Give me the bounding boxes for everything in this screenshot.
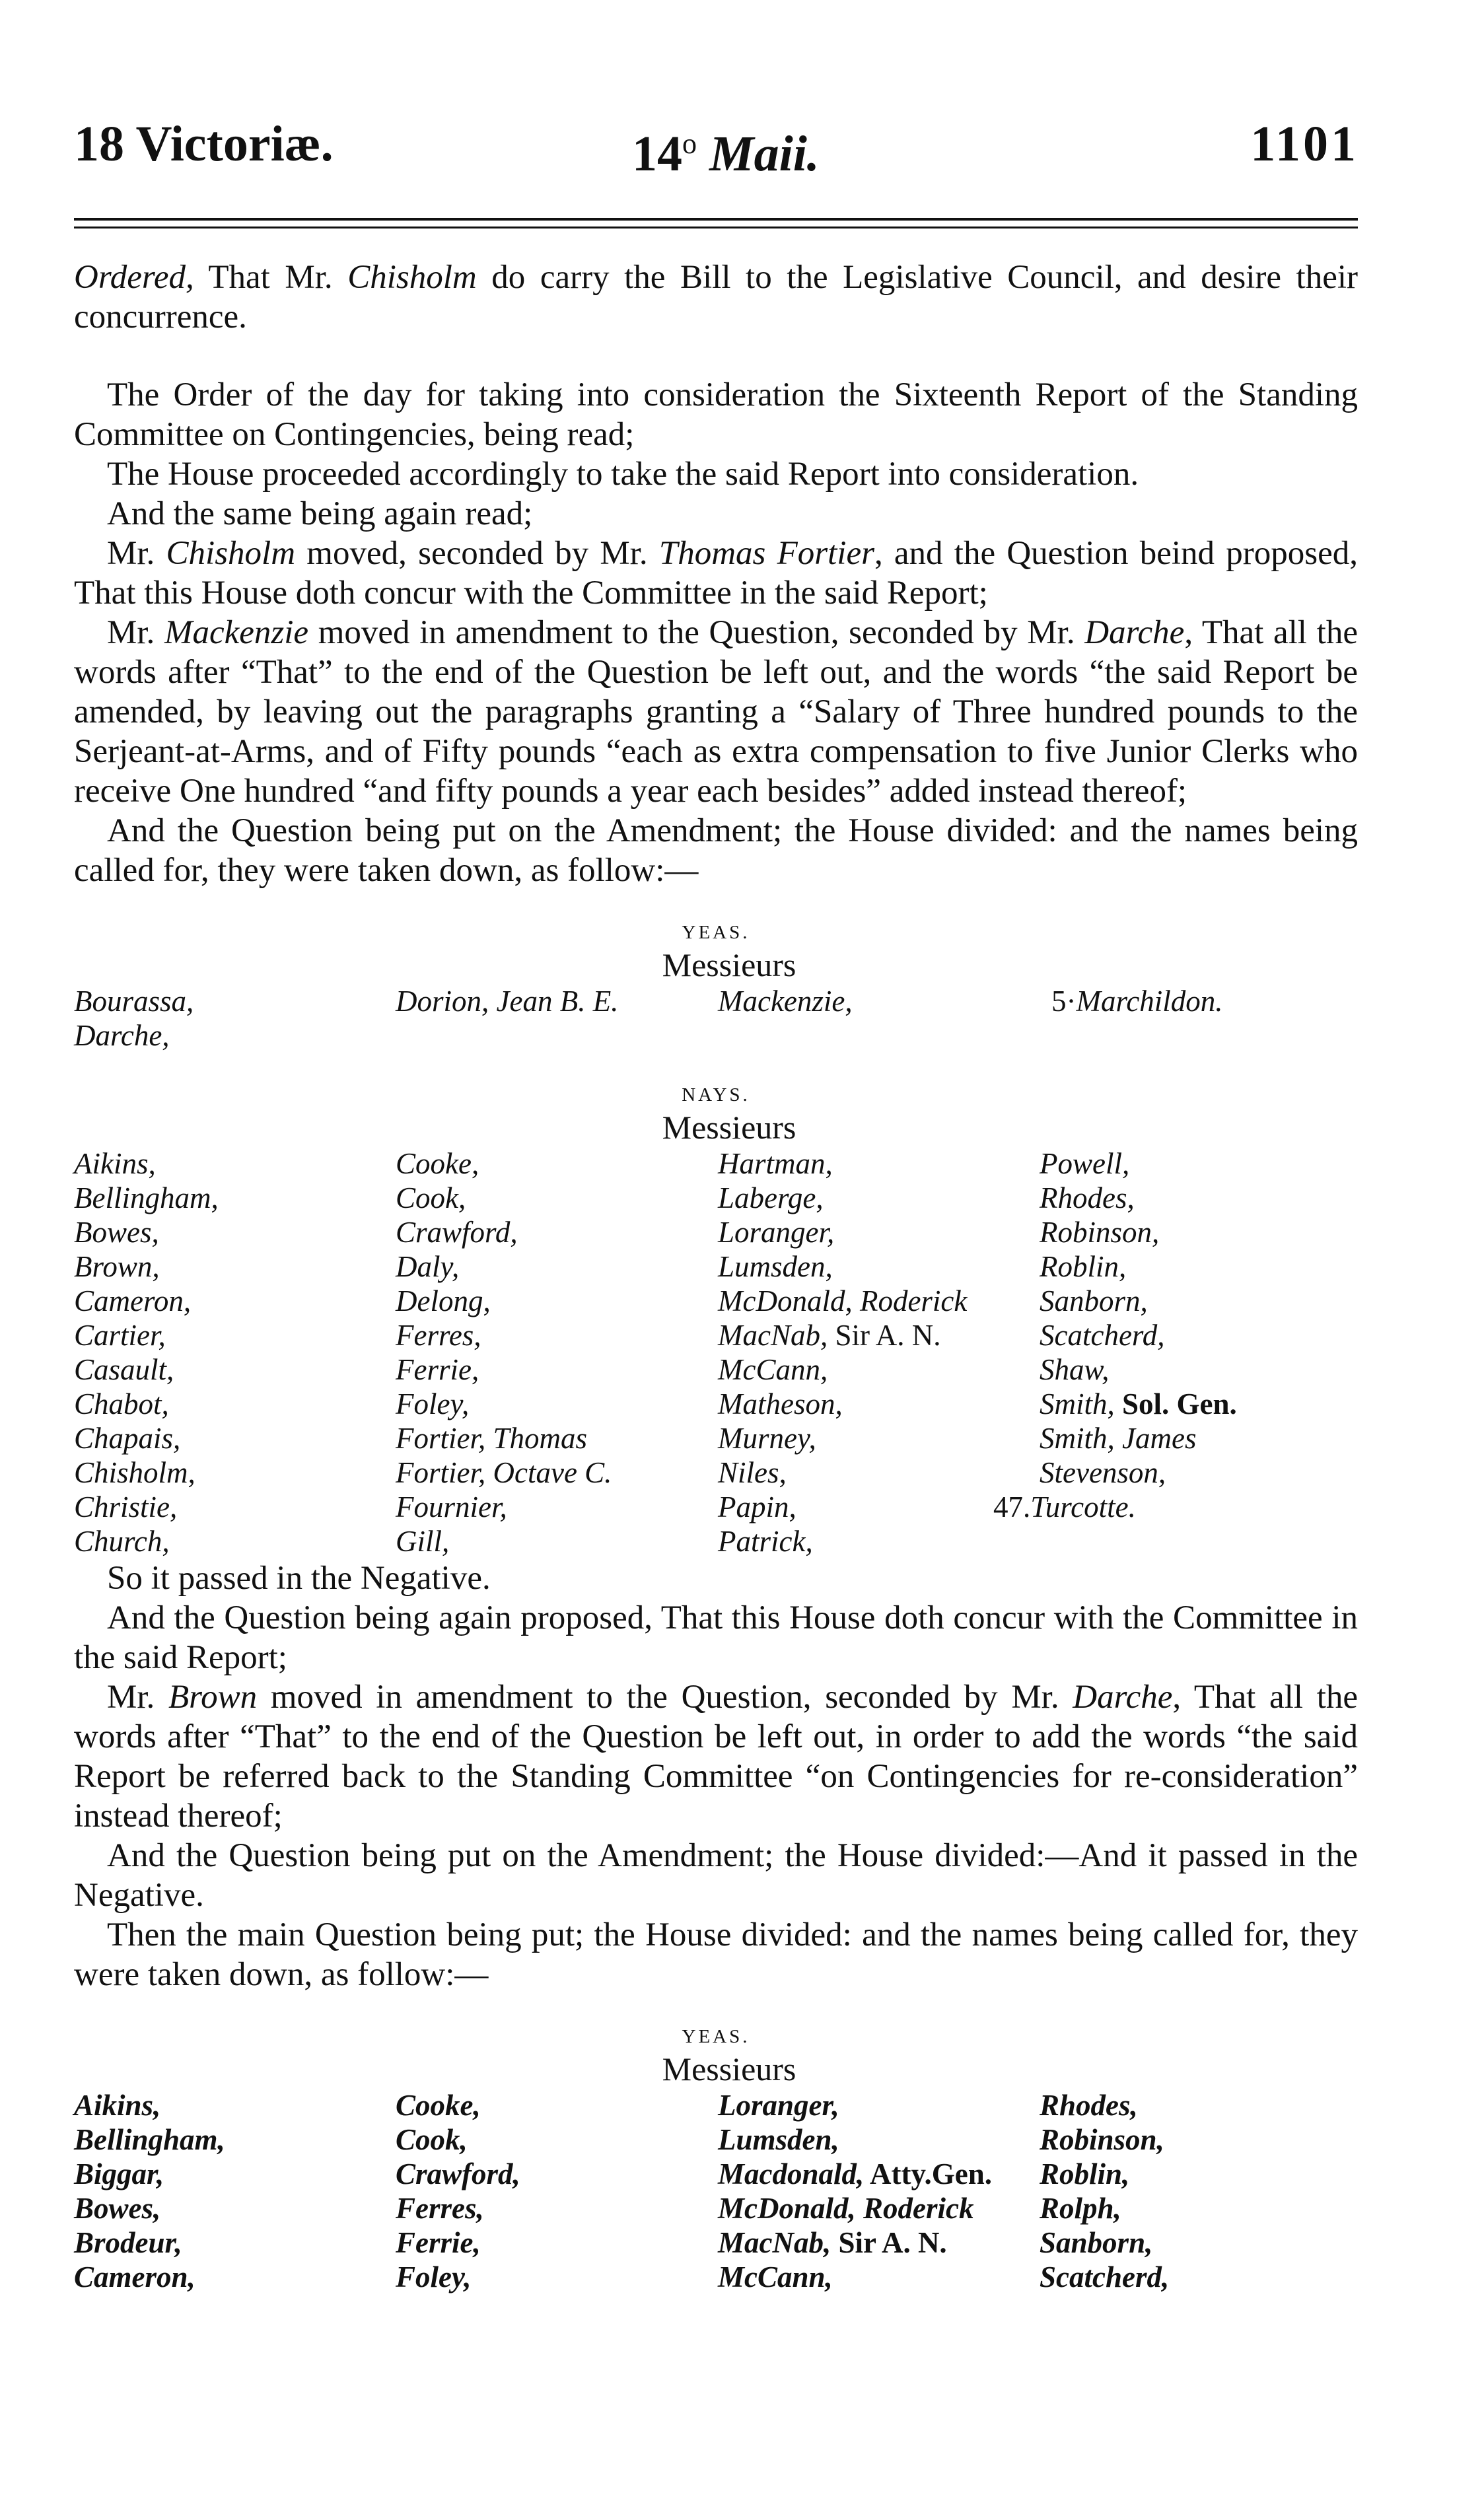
member-name: Gill, [396, 1525, 450, 1558]
paragraph-again-proposed: And the Question being again proposed, That this House doth concur with the Committee in the said Report; [74, 1599, 1358, 1676]
member-name: Darche [1073, 1679, 1173, 1716]
vote-count: 5· [1051, 985, 1077, 1018]
text-run: , and the Question beind proposed, That this House doth concur with the Committee in the said Report; [74, 535, 1358, 612]
member-name: Cartier, [74, 1319, 166, 1352]
member-name: Cameron, [74, 2260, 195, 2293]
member-name: Bowes, [74, 1216, 159, 1249]
member-name: Fournier, [396, 1490, 507, 1523]
text-run: do carry the Bill to the Legislative Council, and desire their concurrence. [74, 259, 1358, 335]
member-name: Ferres, [396, 2192, 484, 2225]
paragraph-ordered [74, 258, 1358, 337]
member-name [718, 1318, 967, 1352]
text-run: moved, seconded by Mr. [295, 535, 659, 572]
names-column-2 [396, 2088, 520, 2294]
member-title: Atty.Gen. [864, 2157, 993, 2190]
member-name: Bellingham, [74, 2123, 225, 2156]
vote-count: 47. [993, 1490, 1031, 1523]
member-name: Mackenzie, [718, 985, 853, 1018]
paragraph-motion [74, 534, 1358, 613]
header-day: 14 [632, 126, 682, 182]
header-rule-bottom [74, 227, 1358, 228]
text-run: Mr. [107, 1679, 168, 1716]
member-name: Laberge, [718, 1181, 824, 1214]
member-name: Rhodes, [1040, 1181, 1135, 1214]
member-name: Aikins, [74, 1147, 156, 1180]
member-name: Patrick, [718, 1525, 813, 1558]
names-column-3 [718, 984, 853, 1018]
member-name: Roblin, [1040, 2157, 1130, 2190]
member-name: Ferres, [396, 1319, 481, 1352]
member-name [718, 2225, 992, 2260]
member-name: Cook, [396, 1181, 466, 1214]
member-name-text: Turcotte. [1030, 1490, 1136, 1523]
member-name: Darche, [74, 1019, 170, 1052]
member-name-text: MacNab, [718, 2226, 831, 2259]
names-column-2 [396, 1146, 612, 1558]
messieurs-label: Messieurs [662, 946, 796, 983]
member-name: Brown, [74, 1250, 160, 1283]
text-run: That Mr. [194, 259, 348, 296]
member-name: Papin, [718, 1490, 796, 1523]
text-run: moved in amendment to the Question, seconded by Mr. [308, 614, 1085, 651]
member-title: Sir A. N. [831, 2226, 947, 2259]
member-name [718, 2157, 992, 2191]
text-run: , That all the words after “That” to the end of the Question be left out, and the words “the said Report be amended, by leaving out the paragraphs granting a “Salary of Three hundred pounds to the Serjeant-at-Arms, and of Fifty pounds “each as extra compensation to five Junior Clerks who receive One hundred “and fifty pounds a year each besides” added instead thereof; [74, 614, 1358, 810]
member-name: Chisholm, [74, 1456, 195, 1489]
text-run: , That all the words after “That” to the end of the Question be left out, in order to add the words “the said Report be referred back to the Standing Committee “on Contingencies for re-consideration” instead thereof; [74, 1679, 1358, 1835]
member-name: Smith, James [1040, 1422, 1197, 1455]
paragraph-division-2: And the Question being put on the Amendment; the House divided:—And it passed in the Negative. [74, 1837, 1358, 1914]
member-name: McCann, [718, 1353, 828, 1386]
member-name: Rolph, [1040, 2192, 1121, 2225]
member-name: Niles, [718, 1456, 787, 1489]
header-regnal-year: 18 Victoriæ. [74, 116, 334, 172]
messieurs-label: Messieurs [662, 2050, 796, 2087]
member-name: Roblin, [1040, 1250, 1127, 1283]
member-name: McDonald, Roderick [718, 2192, 974, 2225]
names-column-4 [1040, 2088, 1169, 2294]
member-name: Scatcherd, [1040, 2260, 1170, 2293]
names-column-2 [396, 984, 618, 1018]
member-name: Christie, [74, 1490, 178, 1523]
member-name: Robinson, [1040, 2123, 1164, 2156]
member-name: Church, [74, 1525, 170, 1558]
paragraph-house-proceeded: The House proceeded accordingly to take the said Report into consideration. [107, 456, 1139, 493]
member-name: Loranger, [718, 2089, 839, 2122]
yeas-heading: YEAS. [682, 922, 750, 943]
member-name: Bourassa, [74, 985, 194, 1018]
text-run: Mr. [107, 614, 164, 651]
member-name: Cooke, [396, 1147, 479, 1180]
member-name: Aikins, [74, 2089, 161, 2122]
names-column-4 [993, 1146, 1237, 1524]
yeas-list-2 [74, 2088, 1358, 2294]
member-title: Sol. Gen. [1114, 1387, 1237, 1420]
member-name: McCann, [718, 2260, 833, 2293]
member-name: Cooke, [396, 2089, 481, 2122]
journal-body [74, 258, 1358, 2294]
header-month: Maii. [709, 126, 820, 182]
member-name: Chapais, [74, 1422, 181, 1455]
header-rule-top [74, 218, 1358, 221]
member-name-text: Marchildon. [1076, 985, 1223, 1018]
member-name: Scatcherd, [1040, 1319, 1165, 1352]
member-name: Bowes, [74, 2192, 161, 2225]
member-name: Cameron, [74, 1284, 192, 1317]
messieurs-label: Messieurs [662, 1109, 796, 1146]
member-name: Sanborn, [1040, 1284, 1148, 1317]
member-name: Casault, [74, 1353, 174, 1386]
member-name [993, 1490, 1237, 1524]
member-name: Delong, [396, 1284, 491, 1317]
paragraph-division-1: And the Question being put on the Amendment; the House divided: and the names being called for, they were taken down, as follow:— [74, 812, 1358, 889]
member-name: Ferrie, [396, 1353, 479, 1386]
member-name: Bellingham, [74, 1181, 219, 1214]
member-name: Fortier, Thomas [396, 1422, 588, 1455]
paragraph-amendment-1 [74, 613, 1358, 811]
names-column-3 [718, 2088, 992, 2294]
member-name: Brodeur, [74, 2226, 182, 2259]
names-column-3 [718, 1146, 967, 1558]
member-name: Ferrie, [396, 2226, 481, 2259]
paragraph-again-read: And the same being again read; [107, 495, 533, 532]
member-name: Mackenzie [164, 614, 309, 651]
member-name: Chisholm [347, 259, 477, 296]
names-column-1 [74, 984, 194, 1053]
member-name: Brown [168, 1679, 258, 1716]
member-name: Daly, [396, 1250, 460, 1283]
header-date [632, 111, 820, 187]
member-name [1051, 984, 1223, 1018]
member-name: Foley, [396, 2260, 472, 2293]
member-name: Loranger, [718, 1216, 835, 1249]
yeas-heading: YEAS. [682, 2026, 750, 2047]
header-degree-mark: o [682, 127, 697, 160]
member-name: Lumsden, [718, 2123, 839, 2156]
member-name: Murney, [718, 1422, 816, 1455]
text-run: moved in amendment to the Question, seconded by Mr. [257, 1679, 1073, 1716]
member-name: Matheson, [718, 1387, 843, 1420]
member-name: Dorion, Jean B. E. [396, 985, 619, 1018]
paragraph-order-of-day: The Order of the day for taking into consideration the Sixteenth Report of the Standing Committee on Contingencies, being read; [74, 376, 1358, 453]
ordered-word: Ordered, [74, 259, 194, 296]
member-name: Darche [1084, 614, 1185, 651]
member-name: Foley, [396, 1387, 470, 1420]
member-name: Powell, [1040, 1147, 1130, 1180]
member-name: Hartman, [718, 1147, 833, 1180]
member-name: Thomas Fortier [658, 535, 874, 572]
member-name [1040, 1387, 1237, 1421]
member-name: Crawford, [396, 1216, 518, 1249]
names-column-1 [74, 1146, 219, 1558]
page-number: 1101 [1250, 116, 1359, 172]
member-name: Sanborn, [1040, 2226, 1153, 2259]
names-column-1 [74, 2088, 225, 2294]
member-name: Chisholm [166, 535, 296, 572]
member-name: Chabot, [74, 1387, 169, 1420]
member-name: Biggar, [74, 2157, 164, 2190]
member-name: Lumsden, [718, 1250, 833, 1283]
names-column-4 [1051, 984, 1223, 1018]
paragraph-amendment-2 [74, 1677, 1358, 1836]
member-name: Crawford, [396, 2157, 520, 2190]
member-name-text: MacNab, [718, 1319, 828, 1352]
member-name: McDonald, Roderick [718, 1284, 968, 1317]
text-run: Mr. [107, 535, 166, 572]
member-title: Sir A. N. [828, 1319, 941, 1352]
member-name: Robinson, [1040, 1216, 1160, 1249]
running-header [74, 111, 1359, 182]
member-name-text: Macdonald, [718, 2157, 865, 2190]
yeas-list-1 [74, 984, 1358, 1053]
member-name: Shaw, [1040, 1353, 1110, 1386]
member-name-text: Smith, [1040, 1387, 1115, 1420]
member-name: Rhodes, [1040, 2089, 1138, 2122]
member-name: Fortier, Octave C. [396, 1456, 612, 1489]
member-name: Stevenson, [1040, 1456, 1166, 1489]
member-name: Cook, [396, 2123, 468, 2156]
nays-heading: NAYS. [682, 1084, 750, 1105]
paragraph-main-question: Then the main Question being put; the House divided: and the names being called for, they were taken down, as follow:— [74, 1916, 1358, 1993]
nays-list-1 [74, 1146, 1358, 1558]
paragraph-negative-1: So it passed in the Negative. [107, 1560, 491, 1597]
